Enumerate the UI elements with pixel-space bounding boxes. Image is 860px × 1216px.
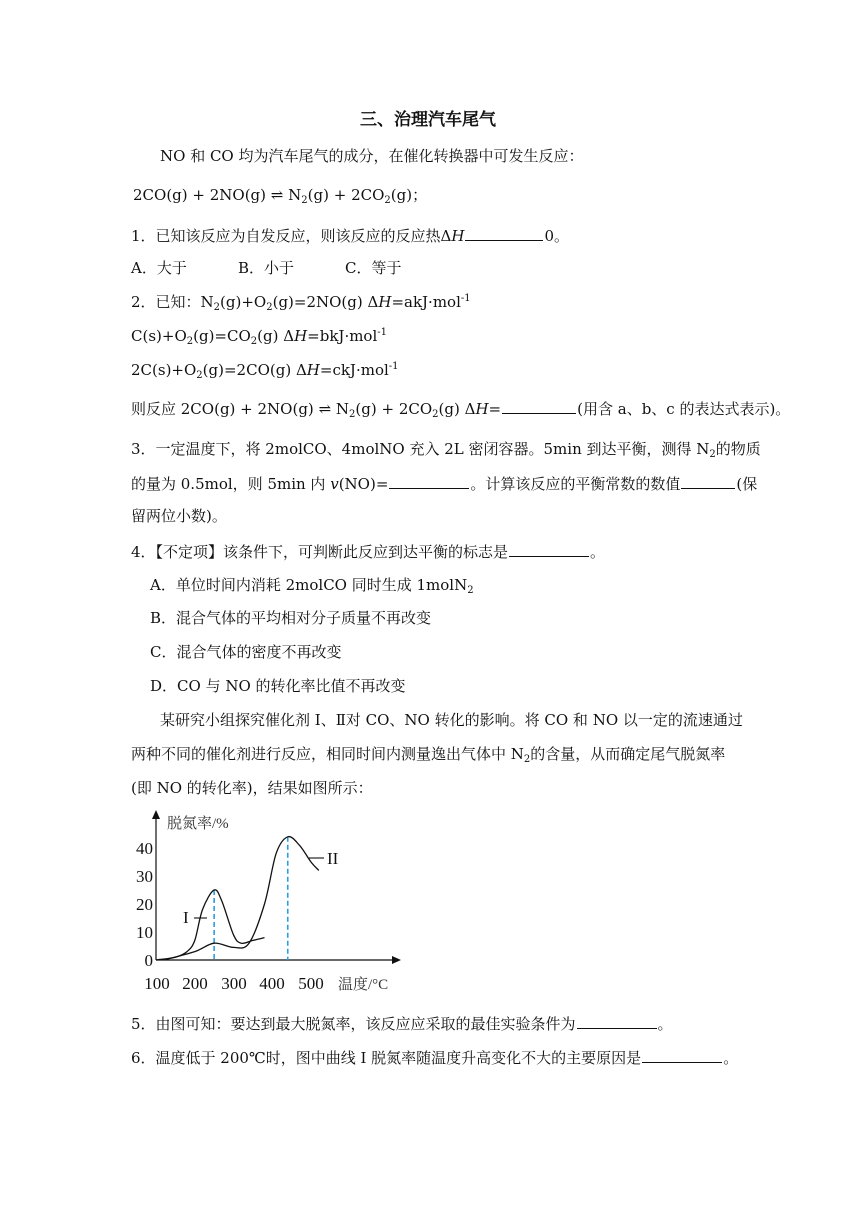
x-tick-label: 200 — [182, 974, 208, 993]
series-line-II — [164, 837, 319, 960]
sub-2: 2 — [709, 449, 716, 460]
q4-option-d: D．CO 与 NO 的转化率比值不再改变 — [150, 677, 406, 695]
intro-text: NO 和 CO 均为汽车尾气的成分，在催化转换器中可发生反应： — [160, 147, 584, 165]
answer-blank-q3-rate[interactable] — [389, 473, 469, 489]
q3-text: (保 — [736, 475, 758, 493]
sub-2: 2 — [467, 585, 474, 596]
q3-text: 。计算该反应的平衡常数的数值 — [470, 475, 681, 493]
q4-text: 4．【不定项】该条件下，可判断此反应到达平衡的标志是 — [131, 543, 509, 561]
q2-eq2-part: =bkJ·mol — [307, 327, 378, 345]
series-label-II: II — [327, 849, 339, 868]
q2-eq2-part: (g) Δ — [257, 327, 295, 345]
q2-eq2 — [131, 326, 387, 346]
x-tick-label: 100 — [144, 974, 170, 993]
q2-ask-part: 则反应 2CO(g) + 2NO(g) — [131, 400, 314, 418]
question-6 — [131, 1047, 738, 1068]
q1-tail: 0。 — [544, 227, 570, 245]
q3-line3: 留两位小数)。 — [131, 507, 227, 525]
answer-blank-q2[interactable] — [502, 398, 576, 414]
reaction-lhs: 2CO(g) + 2NO(g) — [133, 186, 267, 204]
para-text: 两种不同的催化剂进行反应，相同时间内测量逸出气体中 N — [131, 745, 524, 763]
q2-eq1-part: (g)=2NO(g) Δ — [272, 293, 379, 311]
q3-text: 的物质 — [715, 440, 761, 458]
q1-option-b: B．小于 — [238, 259, 295, 277]
q2-ask-tail: (用含 a、b、c 的表达式表示)。 — [577, 400, 791, 418]
question-1 — [131, 225, 569, 246]
chart-series — [156, 837, 339, 960]
para-line3: (即 NO 的转化率)，结果如图所示： — [131, 779, 373, 797]
q3-text: 3．一定温度下，将 2molCO、4molNO 充入 2L 密闭容器。5min 到达平衡，测得 N — [131, 440, 710, 458]
q4-option-b: B．混合气体的平均相对分子质量不再改变 — [150, 609, 432, 627]
sup-minus-1: -1 — [377, 327, 388, 338]
sub-2: 2 — [266, 302, 273, 313]
answer-blank-q6[interactable] — [642, 1047, 722, 1063]
q1-option-c: C．等于 — [345, 259, 402, 277]
reaction-rhs: (g) + 2CO — [307, 186, 385, 204]
answer-blank-q3-k[interactable] — [681, 473, 735, 489]
q3-line1 — [131, 439, 761, 459]
equilibrium-arrow: ⇌ — [318, 400, 332, 418]
sub-2: 2 — [301, 195, 308, 206]
reaction-end: (g)； — [390, 186, 428, 204]
h-symbol: H — [378, 293, 392, 311]
q2-eq3-part: 2C(s)+O — [131, 361, 197, 379]
reaction-equation — [133, 185, 427, 205]
sup-minus-1: -1 — [460, 293, 471, 304]
denitrification-chart — [125, 808, 405, 998]
q2-ask-part: = — [488, 400, 502, 418]
y-tick-label: 40 — [136, 839, 153, 858]
q2-eq1-part: (g)+O — [220, 293, 267, 311]
y-tick-label: 0 — [144, 951, 153, 970]
para-line2 — [131, 744, 725, 764]
q2-head: 2．已知：N — [131, 293, 214, 311]
sub-2: 2 — [349, 409, 356, 420]
equilibrium-arrow: ⇌ — [270, 186, 284, 204]
q2-eq1-part: =akJ·mol — [391, 293, 461, 311]
y-tick-label: 30 — [136, 867, 153, 886]
answer-blank-q4[interactable] — [509, 541, 589, 557]
h-symbol: H — [306, 361, 320, 379]
para-line1: 某研究小组探究催化剂 I、Ⅱ对 CO、NO 转化的影响。将 CO 和 NO 以一定的流速通过 — [160, 711, 743, 729]
reaction-n: N — [288, 186, 302, 204]
q3-text: 的量为 0.5mol，则 5min 内 — [131, 475, 331, 493]
q2-eq3 — [131, 360, 399, 380]
axis-ticks — [136, 839, 324, 993]
sub-2: 2 — [196, 370, 203, 381]
q4-text: 。 — [590, 543, 606, 561]
sup-minus-1: -1 — [388, 361, 399, 372]
sub-2: 2 — [213, 302, 221, 313]
x-axis-arrow-icon — [392, 956, 401, 964]
sub-2: 2 — [186, 336, 194, 347]
y-axis-label: 脱氮率/% — [167, 816, 229, 832]
y-tick-label: 10 — [136, 923, 153, 942]
q2-ask-part: (g) + 2CO — [355, 400, 433, 418]
answer-blank-q5[interactable] — [577, 1013, 657, 1029]
question-5 — [131, 1013, 673, 1034]
v-symbol: v — [330, 475, 339, 493]
q5-text: 5．由图可知：要达到最大脱氮率，该反应应采取的最佳实验条件为 — [131, 1015, 576, 1033]
q4-stem — [131, 541, 605, 562]
h-symbol: H — [451, 227, 465, 245]
sub-2: 2 — [523, 754, 531, 765]
q4-option-a-text: A．单位时间内消耗 2molCO 同时生成 1molN — [150, 576, 468, 594]
q2-eq3-part: (g)=2CO(g) Δ — [202, 361, 307, 379]
y-axis-arrow-icon — [152, 810, 160, 819]
section-title: 三、治理汽车尾气 — [360, 110, 496, 130]
y-tick-label: 20 — [136, 895, 153, 914]
q2-ask-part: N — [335, 400, 350, 418]
x-tick-label: 300 — [221, 974, 247, 993]
q2-eq3-part: =ckJ·mol — [319, 361, 389, 379]
para-text: 的含量，从而确定尾气脱氮率 — [530, 745, 726, 763]
h-symbol: H — [475, 400, 489, 418]
q3-line2 — [131, 473, 757, 494]
series-label-I: I — [183, 908, 189, 927]
q2-eq2-part: C(s)+O — [131, 327, 187, 345]
q4-option-a — [150, 575, 474, 595]
q5-tail: 。 — [657, 1015, 673, 1033]
sub-2: 2 — [250, 336, 258, 347]
q4-option-c: C．混合气体的密度不再改变 — [150, 643, 342, 661]
q2-ask — [131, 398, 790, 419]
q1-text: 1．已知该反应为自发反应，则该反应的反应热Δ — [131, 227, 452, 245]
h-symbol: H — [294, 327, 308, 345]
q2-eq2-part: (g)=CO — [193, 327, 251, 345]
series-line-I — [156, 890, 265, 960]
x-tick-label: 400 — [259, 974, 285, 993]
q2-eq1 — [131, 292, 471, 312]
q6-text: 6．温度低于 200℃时，图中曲线 I 脱氮率随温度升高变化不大的主要原因是 — [131, 1049, 642, 1067]
q2-ask-part: (g) Δ — [438, 400, 476, 418]
q6-tail: 。 — [723, 1049, 739, 1067]
q3-text: (NO)= — [338, 475, 389, 493]
x-tick-label: 500 — [298, 974, 324, 993]
sub-2: 2 — [384, 195, 391, 206]
sub-2: 2 — [432, 409, 439, 420]
q1-option-a: A．大于 — [131, 259, 187, 277]
answer-blank-q1[interactable] — [465, 225, 543, 241]
x-axis-label: 温度/°C — [338, 977, 389, 993]
